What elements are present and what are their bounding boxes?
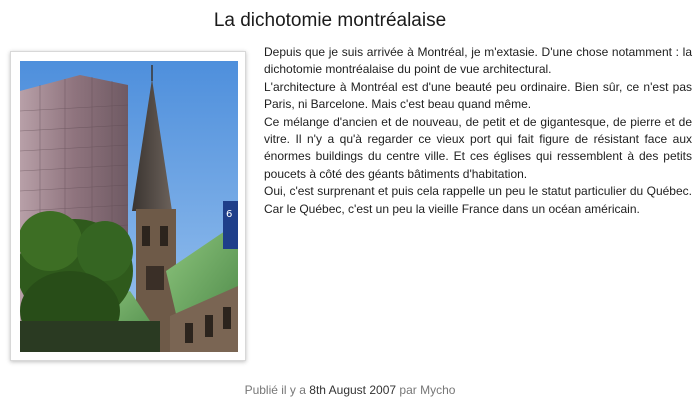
post-body xyxy=(264,44,692,218)
paragraph: L'architecture à Montréal est d'une beauté peu ordinaire. Bien sûr, ce n'est pas Paris, ni Barcelone. Mais c'est beau quand même. xyxy=(264,79,692,112)
published-prefix: Publié il y a xyxy=(244,383,306,397)
street-sign-text: 6 xyxy=(226,209,233,220)
by-label: par xyxy=(399,383,417,397)
paragraph: Ce mélange d'ancien et de nouveau, de petit et de gigantesque, de pierre et de vitre. Il n'y a qu'à regarder ce vieux port qui fait figure de résistant face aux énormes buildings du centre ville. Et ces églises qui ressemblent à des petits poucets à côté des géants bâtiments d'habitation. xyxy=(264,114,692,181)
paragraph: Oui, c'est surprenant et puis cela rappelle un peu le statut particulier du Québec. Car le Québec, c'est un peu la vieille France dans un océan américain. xyxy=(264,184,692,216)
post-meta xyxy=(0,383,700,397)
paragraph: Depuis que je suis arrivée à Montréal, je m'extasie. D'une chose notamment : la dichotomie montréalaise du point de vue architectural. xyxy=(264,45,692,77)
author-link[interactable]: Mycho xyxy=(420,383,456,397)
photo-frame xyxy=(10,51,246,361)
post-title: La dichotomie montréalaise xyxy=(213,10,447,31)
church-photo xyxy=(20,61,238,352)
post-date: 8th August 2007 xyxy=(309,383,397,397)
